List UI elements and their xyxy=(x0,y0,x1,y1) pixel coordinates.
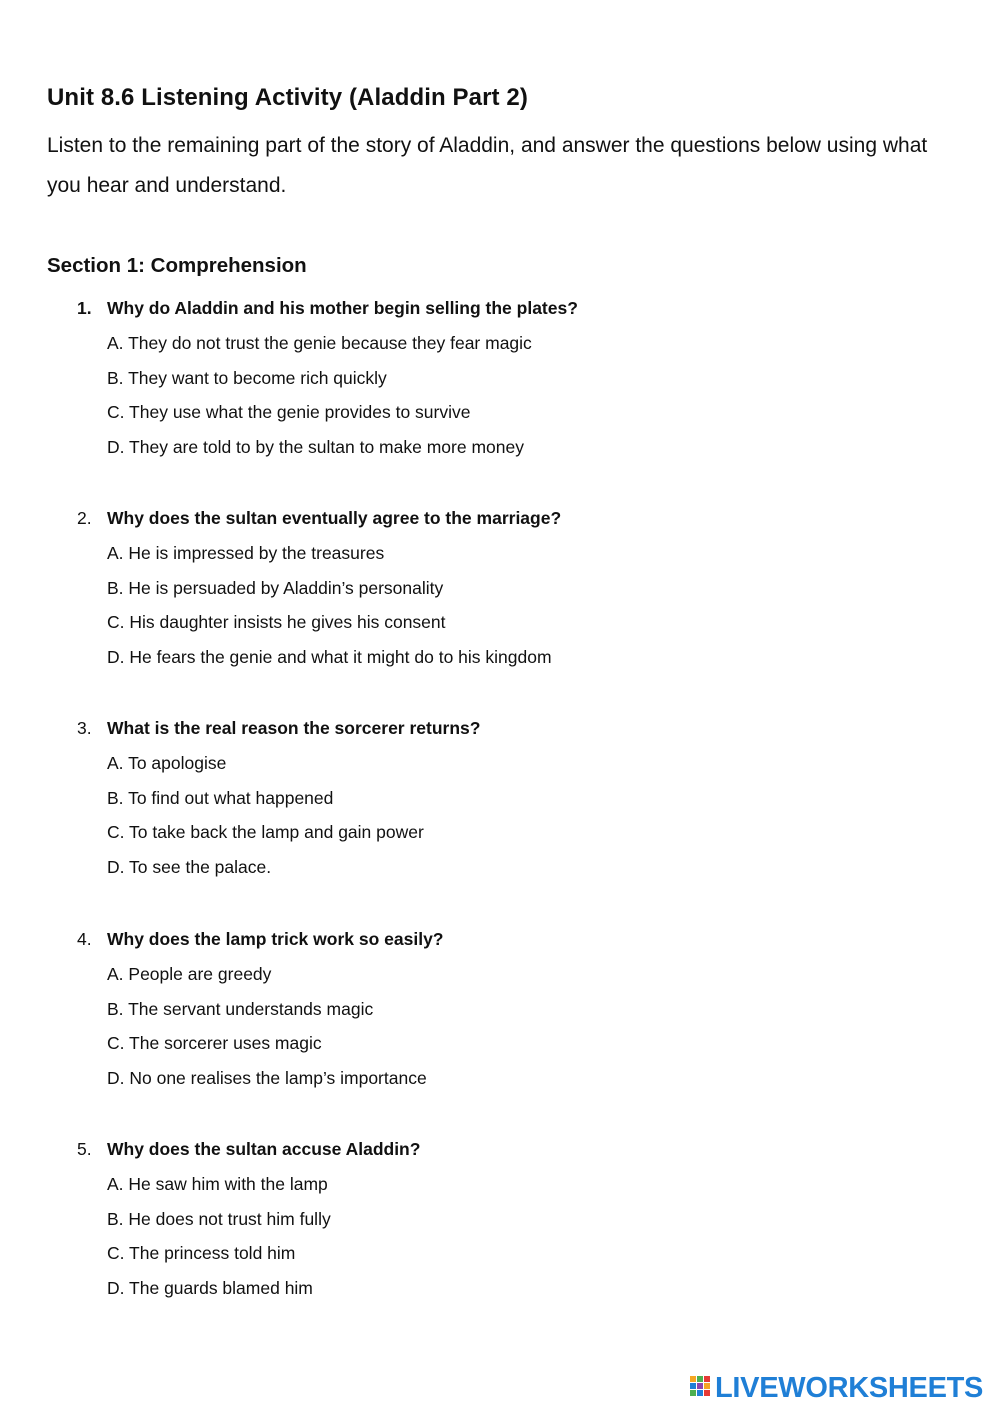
question-number: 5. xyxy=(77,1139,92,1159)
answer-option-b[interactable]: B. The servant understands magic xyxy=(107,998,374,1019)
page-title: Unit 8.6 Listening Activity (Aladdin Part 2) xyxy=(47,84,528,111)
question-number: 1. xyxy=(77,298,92,318)
answer-option-c[interactable]: C. They use what the genie provides to survive xyxy=(107,402,471,423)
question-number: 3. xyxy=(77,718,92,738)
question-text: What is the real reason the sorcerer returns? xyxy=(107,718,481,738)
question-4 xyxy=(77,928,957,1102)
answer-option-a[interactable]: A. He is impressed by the treasures xyxy=(107,543,385,563)
question-3 xyxy=(77,717,957,891)
question-5 xyxy=(77,1138,957,1312)
answer-option-d[interactable]: D. They are told to by the sultan to make more money xyxy=(107,437,524,458)
question-text: Why does the sultan accuse Aladdin? xyxy=(107,1139,421,1159)
question-text: Why do Aladdin and his mother begin selling the plates? xyxy=(107,298,578,318)
question-text: Why does the lamp trick work so easily? xyxy=(107,929,444,949)
answer-option-a[interactable]: A. People are greedy xyxy=(107,964,272,984)
answer-option-c[interactable]: C. His daughter insists he gives his consent xyxy=(107,612,446,633)
answer-option-d[interactable]: D. No one realises the lamp’s importance xyxy=(107,1068,427,1089)
question-1 xyxy=(77,297,957,471)
instructions: Listen to the remaining part of the story of Aladdin, and answer the questions below using what you hear and understand. xyxy=(47,134,928,197)
answer-option-b[interactable]: B. He is persuaded by Aladdin’s personality xyxy=(107,577,444,598)
section-heading: Section 1: Comprehension xyxy=(47,254,307,277)
answer-option-d[interactable]: D. To see the palace. xyxy=(107,857,272,878)
answer-option-a[interactable]: A. They do not trust the genie because they fear magic xyxy=(107,333,532,353)
answer-option-a[interactable]: A. He saw him with the lamp xyxy=(107,1174,328,1194)
answer-option-d[interactable]: D. The guards blamed him xyxy=(107,1278,313,1299)
answer-option-d[interactable]: D. He fears the genie and what it might do to his kingdom xyxy=(107,647,552,668)
liveworksheets-logo[interactable] xyxy=(690,1370,983,1406)
liveworksheets-logo-icon xyxy=(690,1376,712,1400)
question-text: Why does the sultan eventually agree to the marriage? xyxy=(107,508,562,528)
question-2 xyxy=(77,507,957,681)
answer-option-a[interactable]: A. To apologise xyxy=(107,753,227,773)
answer-option-c[interactable]: C. The sorcerer uses magic xyxy=(107,1033,322,1054)
answer-option-c[interactable]: C. To take back the lamp and gain power xyxy=(107,822,424,843)
question-number: 2. xyxy=(77,508,92,528)
answer-option-b[interactable]: B. He does not trust him fully xyxy=(107,1208,331,1229)
logo-text: LIVEWORKSHEETS xyxy=(715,1371,984,1404)
answer-option-b[interactable]: B. They want to become rich quickly xyxy=(107,367,387,388)
answer-option-b[interactable]: B. To find out what happened xyxy=(107,787,334,808)
question-number: 4. xyxy=(77,929,92,949)
answer-option-c[interactable]: C. The princess told him xyxy=(107,1243,296,1264)
